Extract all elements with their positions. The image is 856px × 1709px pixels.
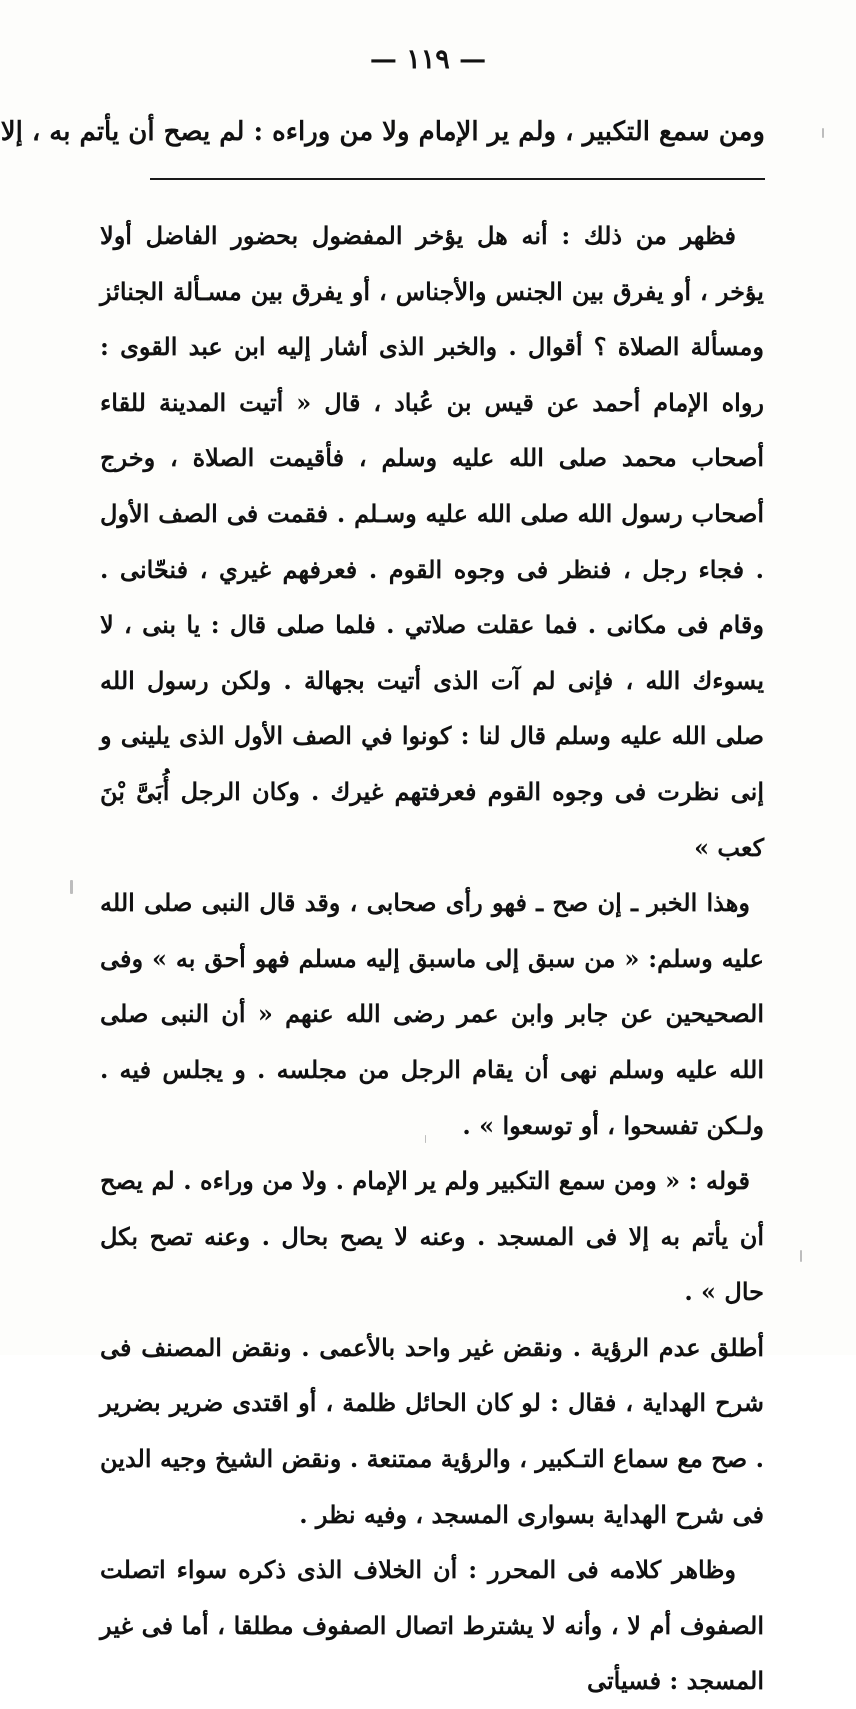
header-text-line: ومن سمع التكبير ، ولم ير الإمام ولا من وراءه : لم يصح أن يأتم به ، إلا [0,117,765,147]
paragraph-4: أطلق عدم الرؤية . ونقض غير واحد بالأعمى . ونقض المصنف فى شرح الهداية ، فقال : لو كان الحائل ظلمة ، أو اقتدى ضرير بضرير . صح مع سماع التـكبير ، والرؤية ممتنعة . ونقض الشيخ وجيه الدين فى شرح الهداية بسوارى المسجد ، وفيه نظر . [100,1332,764,1529]
paragraph-5: وظاهر كلامه فى المحرر : أن الخلاف الذى ذكره سواء اتصلت الصفوف أم لا ، وأنه لا يشترط اتصال الصفوف مطلقا ، أما فى غير المسجد : فسيأتى [100,1555,764,1696]
paragraph-1: فظهر من ذلك : أنه هل يؤخر المفضول بحضور الفاضل أولا يؤخر ، أو يفرق بين الجنس والأجناس ، أو يفرق بين مسـألة الجنائز ومسألة الصلاة ؟ أقوال . والخبر الذى أشار إليه ابن عبد القوى : رواه الإمام أحمد عن قيس بن عُباد ، قال « أتيت المدينة للقاء أصحاب محمد صلى الله عليه وسلم ، فأقيمت الصلاة ، وخرج أصحاب رسول الله صلى الله عليه وسـلم . فقمت فى الصف الأول . فجاء رجل ، فنظر فى وجوه القوم . فعرفهم غيري ، فنحّانى . وقام فى مكانى . فما عقلت صلاتي . فلما صلى قال : يا بنى ، لا يسوءك الله ، فإنى لم آت الذى أتيت بجهالة . ولكن رسول الله صلى الله عليه وسلم قال لنا : كونوا في الصف الأول الذى يلينى و إنى نظرت فى وجوه القوم فعرفتهم غيرك . وكان الرجل أُبَىَّ بْنَ كعب » [100,221,765,862]
scan-speck [425,1135,426,1143]
paragraph-2: وهذا الخبر ـ إن صح ـ فهو رأى صحابى ، وقد قال النبى صلى الله عليه وسلم: « من سبق إلى ماسبق إليه مسلم فهو أحق به » وفى الصحيحين عن جابر وابن عمر رضى الله عنهم « أن النبى صلى الله عليه وسلم نهى أن يقام الرجل من مجلسه . و يجلس فيه . ولـكن تفسحوا ، أو توسعوا » . [100,888,764,1140]
paragraph-3: قوله : « ومن سمع التكبير ولم ير الإمام . ولا من وراءه . لم يصح أن يأتم به إلا فى المسجد . وعنه لا يصح بحال . وعنه تصح بكل حال » . [100,1166,764,1307]
page-number: — ١١٩ — [369,44,487,75]
scan-speck [70,880,73,894]
scan-speck [822,128,824,138]
header-divider-rule [150,178,765,180]
body-text-block [100,208,764,1709]
scan-speck [800,1250,802,1262]
